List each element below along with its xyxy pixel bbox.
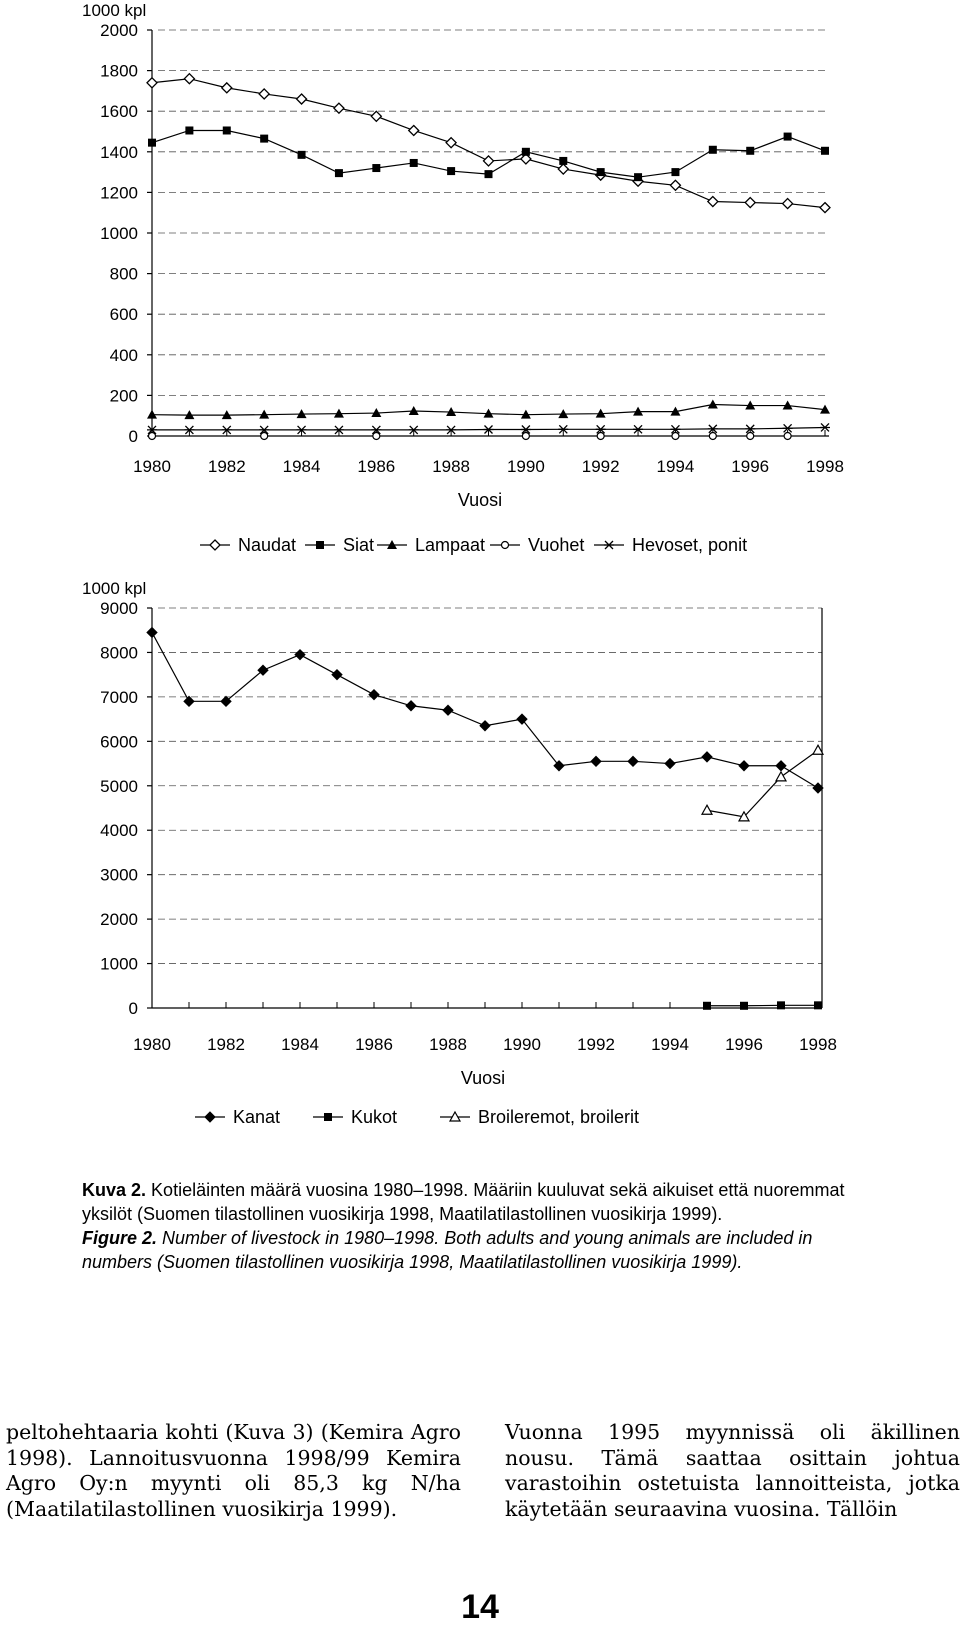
chart-legend: [195, 1107, 639, 1127]
data-point: [670, 180, 680, 190]
y-tick-label: 400: [109, 345, 138, 365]
data-point: [147, 627, 157, 637]
chart-gridlines: [158, 608, 822, 964]
data-point: [746, 147, 754, 155]
body-text-right-column: Vuonna 1995 myynnissä oli äkillinen nousu. Tämä saattaa osittain johtua varastoihin ostetuista lannoitteista, jotka käytetään seuraavina vuosina. Tällöin: [505, 1420, 960, 1521]
y-tick-label: 4000: [100, 821, 138, 841]
data-point: [776, 772, 786, 781]
data-point: [260, 135, 268, 143]
y-tick-label: 200: [109, 386, 138, 406]
legend-label: Vuohet: [528, 535, 585, 555]
data-point: [709, 146, 717, 154]
data-point: [628, 756, 638, 766]
x-tick-label: 1986: [355, 1035, 393, 1054]
data-point: [147, 78, 157, 88]
legend-label: Lampaat: [415, 535, 486, 555]
data-point: [298, 151, 306, 159]
data-point: [480, 721, 490, 731]
data-point: [406, 701, 416, 711]
data-point: [446, 138, 456, 148]
data-point: [261, 433, 268, 440]
y-tick-label: 9000: [100, 599, 138, 618]
legend-marker: [502, 542, 509, 549]
x-tick-label: 1984: [281, 1035, 319, 1054]
series-broileremot-broilerit: [702, 745, 823, 821]
x-tick-label: 1998: [799, 1035, 837, 1054]
legend-marker: [316, 541, 324, 549]
data-point: [371, 111, 381, 121]
y-tick-label: 1400: [100, 142, 138, 162]
x-tick-label: 1996: [725, 1035, 763, 1054]
caption-en-label: Figure 2.: [82, 1228, 158, 1248]
y-tick-label: 1000: [100, 224, 138, 243]
legend-marker: [604, 541, 614, 549]
poultry-chart-2: [0, 580, 960, 1180]
data-point: [222, 83, 232, 93]
x-tick-label: 1984: [282, 457, 321, 476]
series-line: [152, 79, 825, 208]
x-axis-title: Vuosi: [460, 1068, 506, 1088]
data-point: [634, 173, 642, 181]
page-number: 14: [461, 1588, 499, 1626]
series-lampaat: [147, 400, 830, 420]
x-tick-label: 1994: [656, 457, 695, 476]
data-point: [745, 198, 755, 208]
data-point: [740, 1002, 748, 1010]
y-tick-label: 1200: [100, 183, 138, 203]
data-point: [739, 761, 749, 771]
x-tick-label: 1986: [357, 457, 396, 476]
figure-caption: [82, 1178, 882, 1274]
data-point: [814, 1001, 822, 1009]
data-point: [297, 94, 307, 104]
series-line: [707, 750, 818, 817]
x-tick-label: 1990: [506, 457, 545, 476]
y-tick-label: 2000: [100, 910, 138, 930]
data-point: [821, 147, 829, 155]
x-tick-label: 1980: [133, 1035, 171, 1054]
data-point: [373, 433, 380, 440]
caption-english: [82, 1226, 882, 1274]
x-tick-label: 1992: [581, 457, 620, 476]
data-point: [709, 433, 716, 440]
y-tick-label: 600: [109, 305, 138, 325]
data-point: [671, 168, 679, 176]
y-tick-label: 5000: [100, 776, 138, 796]
data-point: [702, 752, 712, 762]
data-point: [223, 126, 231, 134]
legend-marker: [324, 1113, 332, 1121]
x-tick-label: 1988: [429, 1035, 467, 1054]
data-point: [820, 203, 830, 213]
data-point: [665, 759, 675, 769]
legend-label: Kukot: [351, 1107, 398, 1127]
data-point: [783, 199, 793, 209]
data-point: [591, 756, 601, 766]
x-tick-label: 1980: [133, 457, 171, 476]
y-tick-label: 1800: [100, 61, 138, 81]
y-tick-label: 800: [109, 264, 138, 284]
legend-marker: [210, 540, 220, 550]
data-point: [747, 433, 754, 440]
data-point: [447, 167, 455, 175]
chart-gridlines: [158, 30, 829, 395]
y-axis-unit-label: 1000 kpl: [82, 1, 147, 20]
chart-legend: [200, 535, 747, 555]
data-point: [558, 164, 568, 174]
y-tick-label: 8000: [100, 643, 138, 663]
legend-label: Kanat: [233, 1107, 281, 1127]
data-point: [708, 197, 718, 207]
data-point: [597, 168, 605, 176]
data-point: [559, 157, 567, 165]
series-naudat: [147, 74, 830, 213]
data-point: [295, 650, 305, 660]
data-point: [185, 126, 193, 134]
legend-label: Naudat: [238, 535, 297, 555]
legend-label: Broileremot, broilerit: [478, 1107, 640, 1127]
y-tick-label: 2000: [100, 21, 138, 40]
x-tick-label: 1992: [577, 1035, 615, 1054]
x-tick-label: 1982: [207, 1035, 245, 1054]
y-tick-label: 0: [128, 999, 138, 1018]
data-point: [702, 805, 712, 814]
data-point: [149, 433, 156, 440]
data-point: [409, 125, 419, 135]
data-point: [703, 1002, 711, 1010]
data-point: [443, 705, 453, 715]
caption-finnish: [82, 1178, 882, 1226]
data-point: [777, 1001, 785, 1009]
data-point: [410, 159, 418, 167]
caption-en-text: Number of livestock in 1980–1998. Both adults and young animals are included in numbers (Suomen tilastollinen vuosikirja 1998, Maatilatilastollinen vuosikirja 1999).: [82, 1228, 813, 1272]
data-point: [259, 89, 269, 99]
x-tick-label: 1994: [651, 1035, 689, 1054]
y-tick-label: 7000: [100, 687, 138, 707]
y-axis-unit-label: 1000 kpl: [82, 580, 147, 598]
data-point: [148, 139, 156, 147]
data-point: [672, 433, 679, 440]
legend-marker: [205, 1112, 215, 1122]
x-tick-label: 1996: [731, 457, 770, 476]
series-siat: [148, 126, 829, 181]
x-tick-label: 1982: [207, 457, 246, 476]
caption-fi-text: Kotieläinten määrä vuosina 1980–1998. Määriin kuuluvat sekä aikuiset että nuoremmat yksilöt (Suomen tilastollinen vuosikirja 1998, Maatilatilastollinen vuosikirja 1999).: [82, 1180, 845, 1224]
data-point: [784, 433, 791, 440]
data-point: [184, 74, 194, 84]
x-tick-label: 1988: [432, 457, 471, 476]
data-point: [334, 103, 344, 113]
data-point: [522, 433, 529, 440]
livestock-chart-1: [0, 0, 960, 580]
data-point: [369, 690, 379, 700]
data-point: [484, 156, 494, 166]
x-tick-label: 1998: [806, 457, 844, 476]
data-point: [784, 133, 792, 141]
body-text-left-column: peltohehtaaria kohti (Kuva 3) (Kemira Agro 1998). Lannoitusvuonna 1998/99 Kemira Agro Oy:n myynti oli 85,3 kg N/ha (Maatilatilastollinen vuosikirja 1999).: [6, 1420, 461, 1521]
y-tick-label: 1000: [100, 954, 138, 974]
data-point: [485, 170, 493, 178]
data-point: [332, 670, 342, 680]
data-point: [184, 696, 194, 706]
legend-label: Hevoset, ponit: [632, 535, 748, 555]
data-point: [372, 164, 380, 172]
legend-label: Siat: [343, 535, 375, 555]
data-point: [776, 761, 786, 771]
x-axis-title: Vuosi: [457, 490, 503, 510]
data-point: [597, 433, 604, 440]
series-line: [152, 632, 818, 788]
y-tick-label: 1600: [100, 102, 138, 122]
caption-fi-label: Kuva 2.: [82, 1180, 147, 1200]
y-tick-label: 3000: [100, 865, 138, 885]
x-tick-label: 1990: [503, 1035, 541, 1054]
y-tick-label: 6000: [100, 732, 138, 752]
y-tick-label: 0: [128, 427, 138, 446]
data-point: [522, 148, 530, 156]
data-point: [335, 169, 343, 177]
